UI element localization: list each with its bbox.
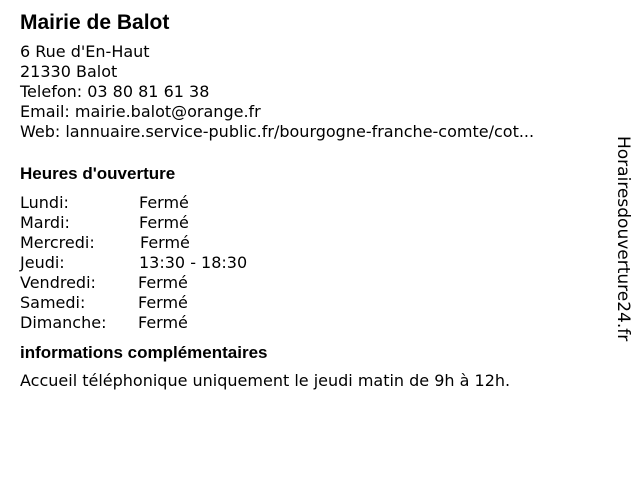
hours-row-friday bbox=[20, 273, 600, 293]
hours-row-saturday bbox=[20, 293, 600, 313]
day-hours: Fermé bbox=[138, 273, 188, 292]
hours-row-thursday bbox=[20, 253, 600, 273]
web-line: Web: lannuaire.service-public.fr/bourgogne-franche-comte/cot... bbox=[20, 122, 535, 141]
additional-info-heading: informations complémentaires bbox=[20, 343, 268, 362]
day-label: Lundi: bbox=[20, 193, 69, 212]
day-label: Jeudi: bbox=[20, 253, 65, 272]
day-hours: Fermé bbox=[139, 213, 189, 232]
address-city: 21330 Balot bbox=[20, 62, 118, 81]
day-hours: Fermé bbox=[140, 233, 190, 252]
day-label: Mardi: bbox=[20, 213, 70, 232]
day-hours: Fermé bbox=[139, 193, 189, 212]
hours-row-monday bbox=[20, 193, 600, 213]
phone-line: Telefon: 03 80 81 61 38 bbox=[20, 82, 210, 101]
site-watermark: Horairesdouverture24.fr bbox=[613, 136, 633, 342]
hours-row-wednesday bbox=[20, 233, 600, 253]
hours-row-sunday bbox=[20, 313, 600, 333]
day-label: Dimanche: bbox=[20, 313, 107, 332]
opening-hours-list bbox=[20, 193, 600, 333]
address-street: 6 Rue d'En-Haut bbox=[20, 42, 150, 61]
opening-hours-heading: Heures d'ouverture bbox=[20, 164, 176, 183]
day-label: Vendredi: bbox=[20, 273, 96, 292]
additional-info-text: Accueil téléphonique uniquement le jeudi matin de 9h à 12h. bbox=[20, 371, 511, 390]
day-label: Mercredi: bbox=[20, 233, 95, 252]
hours-row-tuesday bbox=[20, 213, 600, 233]
place-card bbox=[20, 10, 600, 391]
day-hours: Fermé bbox=[138, 293, 188, 312]
email-line: Email: mairie.balot@orange.fr bbox=[20, 102, 261, 121]
day-hours: 13:30 - 18:30 bbox=[139, 253, 248, 272]
place-title: Mairie de Balot bbox=[20, 11, 170, 34]
day-label: Samedi: bbox=[20, 293, 86, 312]
day-hours: Fermé bbox=[138, 313, 188, 332]
